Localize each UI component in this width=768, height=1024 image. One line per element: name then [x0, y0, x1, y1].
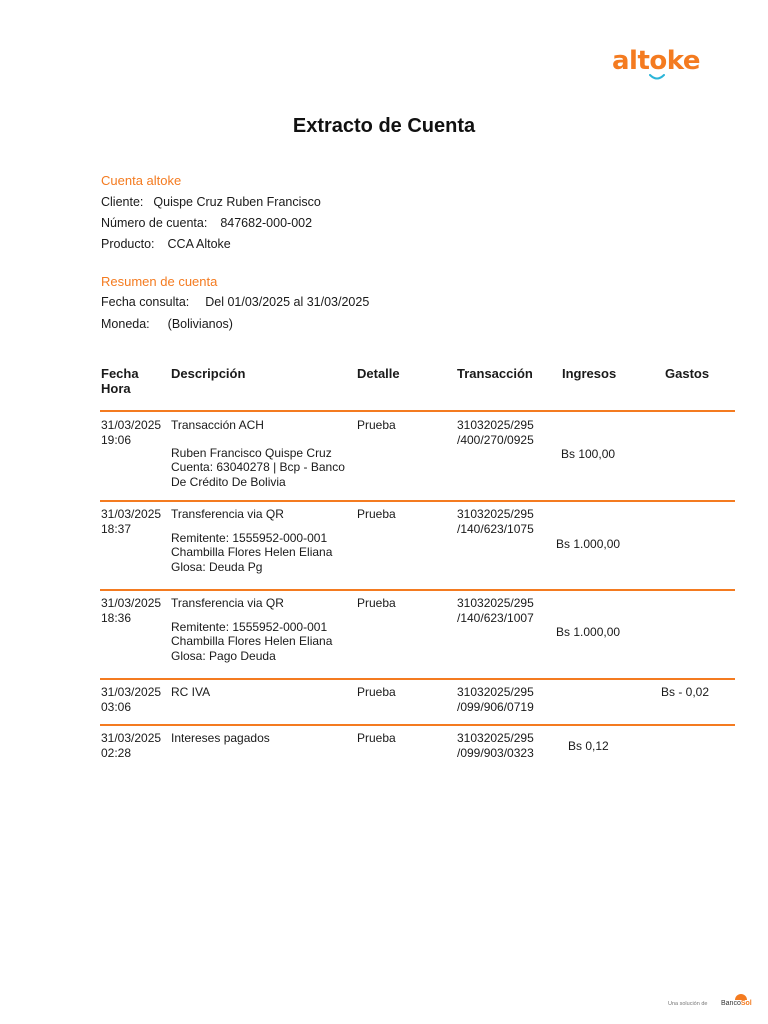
row-transaccion-line: /140/623/1007 [457, 610, 534, 625]
row-transaccion [457, 731, 534, 760]
row-descripcion [171, 507, 332, 574]
row-transaccion-line: /400/270/0925 [457, 432, 534, 447]
page-title: Extracto de Cuenta [292, 115, 476, 137]
row-ingresos: Bs 100,00 [561, 447, 616, 461]
moneda-line [101, 317, 233, 331]
row-descripcion-title: Transferencia via QR [171, 507, 284, 521]
row-separator [100, 410, 735, 412]
row-hora: 18:36 [101, 610, 132, 625]
moneda-value: (Bolivianos) [167, 317, 233, 331]
row-detail-line: Glosa: Deuda Pg [171, 559, 263, 574]
row-descripcion [171, 731, 270, 746]
row-hora: 03:06 [101, 699, 132, 714]
row-transaccion-line: 31032025/295 [457, 685, 534, 699]
row-hora: 19:06 [101, 432, 132, 447]
header-fecha: Fecha [101, 366, 139, 381]
row-descripcion-title: Transacción ACH [171, 418, 264, 432]
cliente-label: Cliente: [101, 195, 144, 209]
row-detail-line: Remitente: 1555952-000-001 [171, 530, 328, 545]
row-descripcion-title: RC IVA [171, 685, 211, 699]
row-fecha-hora [101, 596, 161, 625]
row-detalle: Prueba [357, 418, 396, 432]
row-fecha: 31/03/2025 [101, 418, 162, 432]
row-descripcion [171, 685, 210, 700]
row-fecha-hora [101, 731, 161, 760]
moneda-label: Moneda: [101, 317, 150, 331]
producto-line [101, 237, 231, 251]
cuenta-heading: Cuenta altoke [101, 173, 182, 188]
row-separator [100, 724, 735, 726]
header-ingresos: Ingresos [562, 366, 617, 381]
footer-bancosol [668, 988, 758, 1018]
row-transaccion-line: 31032025/295 [457, 731, 534, 745]
row-gastos: Bs - 0,02 [661, 685, 710, 699]
row-separator [100, 678, 735, 680]
resumen-heading: Resumen de cuenta [101, 274, 218, 289]
row-fecha-hora [101, 685, 161, 714]
row-transaccion-line: 31032025/295 [457, 507, 534, 521]
row-descripcion [171, 596, 332, 663]
header-hora: Hora [101, 381, 131, 396]
row-detalle: Prueba [357, 685, 396, 699]
cliente-value: Quispe Cruz Ruben Francisco [153, 195, 321, 209]
fecha-consulta-value: Del 01/03/2025 al 31/03/2025 [205, 295, 370, 309]
row-transaccion-line: 31032025/295 [457, 418, 534, 432]
row-fecha: 31/03/2025 [101, 731, 162, 745]
row-transaccion-line: 31032025/295 [457, 596, 534, 610]
row-detalle: Prueba [357, 731, 396, 745]
row-detail-line: De Crédito De Bolivia [171, 474, 286, 489]
row-transaccion-line: /099/906/0719 [457, 699, 534, 714]
row-detail-line: Ruben Francisco Quispe Cruz [171, 445, 332, 460]
header-gastos: Gastos [665, 366, 710, 381]
row-descripcion [171, 418, 345, 489]
producto-label: Producto: [101, 237, 155, 251]
numero-cuenta-line [101, 216, 312, 230]
header-detalle: Detalle [357, 366, 400, 381]
row-fecha: 31/03/2025 [101, 507, 162, 521]
row-fecha-hora [101, 418, 161, 447]
producto-value: CCA Altoke [167, 237, 231, 251]
row-descripcion-details [171, 446, 345, 490]
row-detail-line: Glosa: Pago Deuda [171, 648, 276, 663]
row-transaccion-line: /099/903/0323 [457, 745, 534, 760]
fecha-consulta-line [101, 295, 369, 309]
cliente-line [101, 195, 321, 209]
row-fecha: 31/03/2025 [101, 596, 162, 610]
row-descripcion-title: Intereses pagados [171, 731, 270, 745]
row-ingresos: Bs 0,12 [568, 739, 609, 753]
fecha-consulta-label: Fecha consulta: [101, 295, 190, 309]
header-descripcion: Descripción [171, 366, 246, 381]
row-detail-line: Chambilla Flores Helen Eliana [171, 545, 333, 559]
footer-bank-name [721, 1000, 752, 1007]
numero-cuenta-value: 847682-000-002 [220, 216, 313, 230]
row-transaccion [457, 418, 534, 447]
row-ingresos: Bs 1.000,00 [556, 537, 621, 551]
row-detalle: Prueba [357, 596, 396, 610]
row-transaccion [457, 596, 534, 625]
footer-bank-prefix: Banco [721, 1000, 741, 1007]
footer-bank-suffix: Sol [740, 1000, 752, 1007]
row-separator [100, 589, 735, 591]
row-ingresos: Bs 1.000,00 [556, 625, 621, 639]
altoke-logo [612, 46, 712, 86]
row-fecha-hora [101, 507, 161, 536]
numero-cuenta-label: Número de cuenta: [101, 216, 208, 230]
row-detail-line: Cuenta: 63040278 | Bcp - Banco [171, 460, 345, 474]
header-fecha-hora [101, 366, 139, 396]
row-hora: 02:28 [101, 745, 132, 760]
row-transaccion [457, 685, 534, 714]
row-detail-line: Chambilla Flores Helen Eliana [171, 634, 333, 648]
logo-text: altoke [612, 46, 700, 76]
footer-small-text: Una solución de [668, 1001, 708, 1007]
row-hora: 18:37 [101, 521, 132, 536]
row-descripcion-title: Transferencia via QR [171, 596, 284, 610]
row-descripcion-details [171, 531, 332, 575]
row-transaccion [457, 507, 534, 536]
row-fecha: 31/03/2025 [101, 685, 162, 699]
row-detail-line: Remitente: 1555952-000-001 [171, 619, 328, 634]
row-detalle: Prueba [357, 507, 396, 521]
logo-smile-icon [649, 74, 665, 80]
row-transaccion-line: /140/623/1075 [457, 521, 534, 536]
sun-icon [734, 990, 748, 1000]
header-transaccion: Transacción [457, 366, 533, 381]
row-separator [100, 500, 735, 502]
row-descripcion-details [171, 620, 332, 664]
